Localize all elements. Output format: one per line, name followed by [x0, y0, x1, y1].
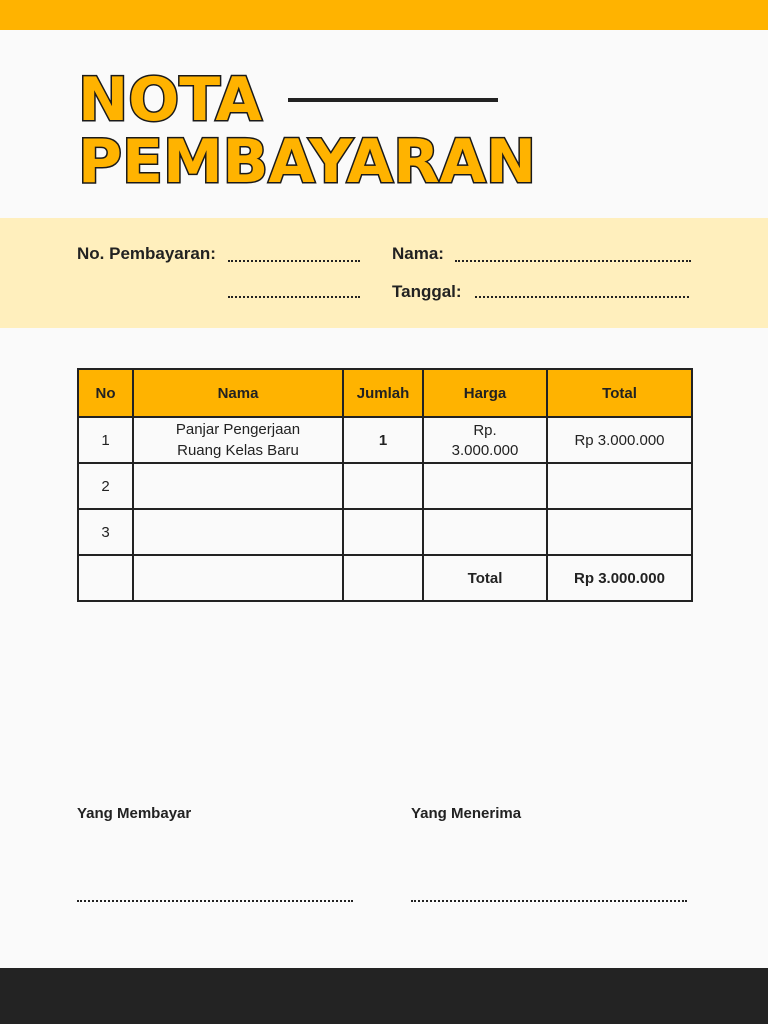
bottom-footer-bar: [0, 968, 768, 1024]
receiver-label: Yang Menerima: [411, 805, 522, 822]
title-line-2: PEMBAYARAN: [78, 127, 537, 197]
payment-number-field[interactable]: [228, 260, 360, 262]
row-harga-line-2: 3.000.000: [451, 441, 519, 459]
row-harga[interactable]: [423, 463, 547, 509]
total-row-empty: [343, 555, 423, 601]
table-total-row: [78, 555, 692, 601]
top-accent-bar: [0, 0, 768, 30]
title-rule: [288, 98, 498, 102]
date-field[interactable]: [475, 296, 689, 298]
payment-number-label: No. Pembayaran:: [77, 244, 216, 263]
row-jumlah[interactable]: [343, 463, 423, 509]
header-harga: Harga: [423, 369, 547, 417]
grand-total: Rp 3.000.000: [547, 555, 692, 601]
header-jumlah: Jumlah: [343, 369, 423, 417]
header-total: Total: [547, 369, 692, 417]
date-label: Tanggal:: [392, 282, 462, 301]
payer-label: Yang Membayar: [77, 805, 192, 822]
row-total[interactable]: [547, 509, 692, 555]
row-total: Rp 3.000.000: [547, 417, 692, 463]
row-no: 2: [78, 463, 133, 509]
row-no: 1: [78, 417, 133, 463]
title-line-1: NOTA: [78, 65, 262, 135]
row-harga-line-1: Rp.: [473, 421, 497, 439]
header-nama: Nama: [133, 369, 343, 417]
total-row-empty: [133, 555, 343, 601]
row-no: 3: [78, 509, 133, 555]
header-no: No: [78, 369, 133, 417]
row-total[interactable]: [547, 463, 692, 509]
total-row-empty: [78, 555, 133, 601]
row-nama[interactable]: [133, 463, 343, 509]
receiver-signature-line[interactable]: [411, 900, 687, 902]
row-nama-line-1: Panjar Pengerjaan: [175, 421, 301, 438]
row-nama: [133, 417, 343, 463]
row-jumlah: 1: [343, 417, 423, 463]
info-band: [0, 218, 768, 328]
table-row: [78, 417, 692, 463]
row-jumlah[interactable]: [343, 509, 423, 555]
row-harga[interactable]: [423, 509, 547, 555]
table-row: [78, 509, 692, 555]
payer-signature-line[interactable]: [77, 900, 353, 902]
name-label: Nama:: [392, 244, 444, 263]
name-field[interactable]: [455, 260, 691, 262]
items-table: [77, 368, 693, 602]
payment-number-field-2[interactable]: [228, 296, 360, 298]
total-label: Total: [423, 555, 547, 601]
row-harga: [423, 417, 547, 463]
row-nama[interactable]: [133, 509, 343, 555]
table-row: [78, 463, 692, 509]
row-nama-line-2: Ruang Kelas Baru: [177, 442, 299, 459]
table-header-row: [78, 369, 692, 417]
